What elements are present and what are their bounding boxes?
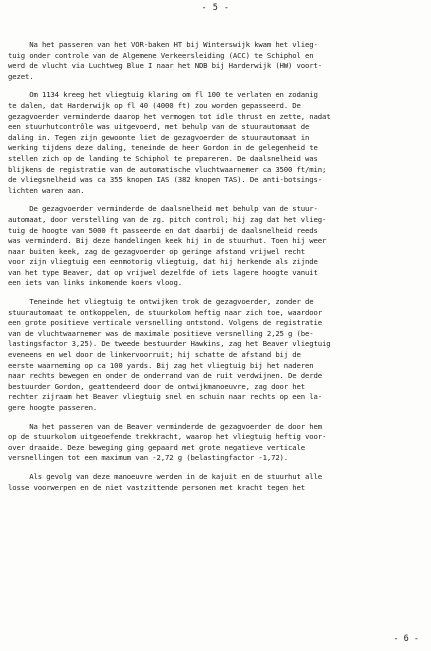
text-line: Na het passeren van de Beaver verminderde de gezagvoerder de door hem xyxy=(8,421,322,431)
text-line: gere hoogte passeren. xyxy=(8,403,98,412)
text-line: lastingsfactor 3,25). De tweede bestuurder Hawkins, zag het Beaver vliegtuig xyxy=(8,339,331,349)
text-line: een stuurhutcontrôle was uitgevoerd, met behulp van de stuurautomaat de xyxy=(8,122,310,132)
text-line: stellen zich op de landing te Schiphol te prepareren. De daalsnelheid was xyxy=(8,153,318,163)
text-line: van de vluchtwaarnemer was de maximale positieve versnelling 2,25 g (be- xyxy=(8,328,314,338)
text-line: Om 1134 kreeg het vliegtuig klaring om fl 100 te verlaten en zodanig xyxy=(8,90,318,100)
text-line: tuig onder controle van de Algemene Verkeersleiding (ACC) te Schiphol en xyxy=(8,50,314,60)
text-line: een grote positieve verticale versnelling ontstond. Volgens de registratie xyxy=(8,318,322,328)
paragraph xyxy=(8,472,428,493)
paragraph xyxy=(8,40,428,82)
text-line: op de stuurkolom uitgeoefende trekkracht, waarop het vliegtuig heftig voor- xyxy=(8,432,327,442)
page-number: - 5 - xyxy=(201,3,230,13)
text-line: Teneinde het vliegtuig te ontwijken trok de gezagvoerder, zonder de xyxy=(8,297,314,307)
text-line: Als gevolg van deze manoeuvre werden in de kajuit en de stuurhut alle xyxy=(8,471,322,481)
text-line: rechter zijraam het Beaver vliegtuig snel en schuin naar rechts op een la- xyxy=(8,392,322,402)
text-line: werd de vlucht via Luchtweg Blue I naar het NDB bij Harderwijk (HW) voort- xyxy=(8,61,322,71)
text-line: een iets van links inkomende koers vloog. xyxy=(8,278,182,288)
text-line: tuig de hoogte van 5000 ft passeerde en dat daarbij de daalsnelheid reeds xyxy=(8,225,318,235)
text-line: over draaide. Deze beweging ging gepaard met grote negatieve verticale xyxy=(8,442,306,452)
text-line: De gezagvoerder verminderde de daalsnelheid met behulp van de stuur- xyxy=(8,204,318,214)
text-line: gezet. xyxy=(8,71,34,81)
text-line: blijkens de registratie van de automatische vluchtwaarnemer ca 3500 ft/min; xyxy=(8,164,327,174)
text-line: automaat, door verstelling van de zg. pitch control; hij zag dat het vlieg- xyxy=(8,214,327,224)
paragraph xyxy=(8,204,428,289)
text-line: stuurautomaat te ontkoppelen, de stuurkolom heftig naar zich toe, waardoor xyxy=(8,307,322,317)
paragraph xyxy=(8,90,428,196)
text-line: bestuurder Gordon, geattendeerd door de ontwijkmanoeuvre, zag door het xyxy=(8,381,306,391)
text-line: lichten waren aan. xyxy=(8,185,85,195)
paragraph xyxy=(8,297,428,414)
text-line: daling in. Tegen zijn gewoonte liet de gezagvoerder de stuurautomaat in xyxy=(8,132,310,142)
text-line: te dalen, dat Harderwijk op fl 40 (4000 ft) zou worden gepasseerd. De xyxy=(8,100,301,110)
body-text xyxy=(8,40,428,501)
text-line: voor zijn vliegtuig een eenmotorig vliegtuig, dat hij herkende als zijnde xyxy=(8,257,318,267)
text-line: gezagvoerder verminderde daarop het vermogen tot idle thrust en zette, nadat xyxy=(8,111,331,121)
text-line: eveneens en wel door de linkervoorruit; hij schatte de afstand bij de xyxy=(8,350,301,360)
text-line: naar buiten keek, zag de gezagvoerder op geringe afstand vrijwel recht xyxy=(8,246,306,256)
text-line: Na het passeren van het VOR-baken HT bij Winterswijk kwam het vlieg- xyxy=(8,40,318,49)
text-line: was verminderd. Bij deze handelingen keek hij in de stuurhut. Toen hij weer xyxy=(8,236,327,246)
text-line: eerste waarneming op ca 100 yards. Bij zag het vliegtuig bij het naderen xyxy=(8,360,314,370)
text-line: van het type Beaver, dat op vrijwel dezelfde of iets lagere hoogte vanuit xyxy=(8,267,318,277)
text-line: werking tijdens deze daling, teneinde de heer Gordon in de gelegenheid te xyxy=(8,143,318,153)
next-page-marker: - 6 - xyxy=(393,634,419,644)
text-line: naar rechts bewegen en onder de onderrand van de ruit verdwijnen. De derde xyxy=(8,371,322,381)
text-line: versnellingen tot een maximum van -2,72 g (belastingfactor -1,72). xyxy=(8,453,289,463)
text-line: losse voorwerpen en de niet vastzittende personen met kracht tegen het xyxy=(8,482,306,492)
text-line: de vliegsnelheid was ca 355 knopen IAS (382 knopen TAS). De anti-botsings- xyxy=(8,175,322,185)
paragraph xyxy=(8,422,428,464)
